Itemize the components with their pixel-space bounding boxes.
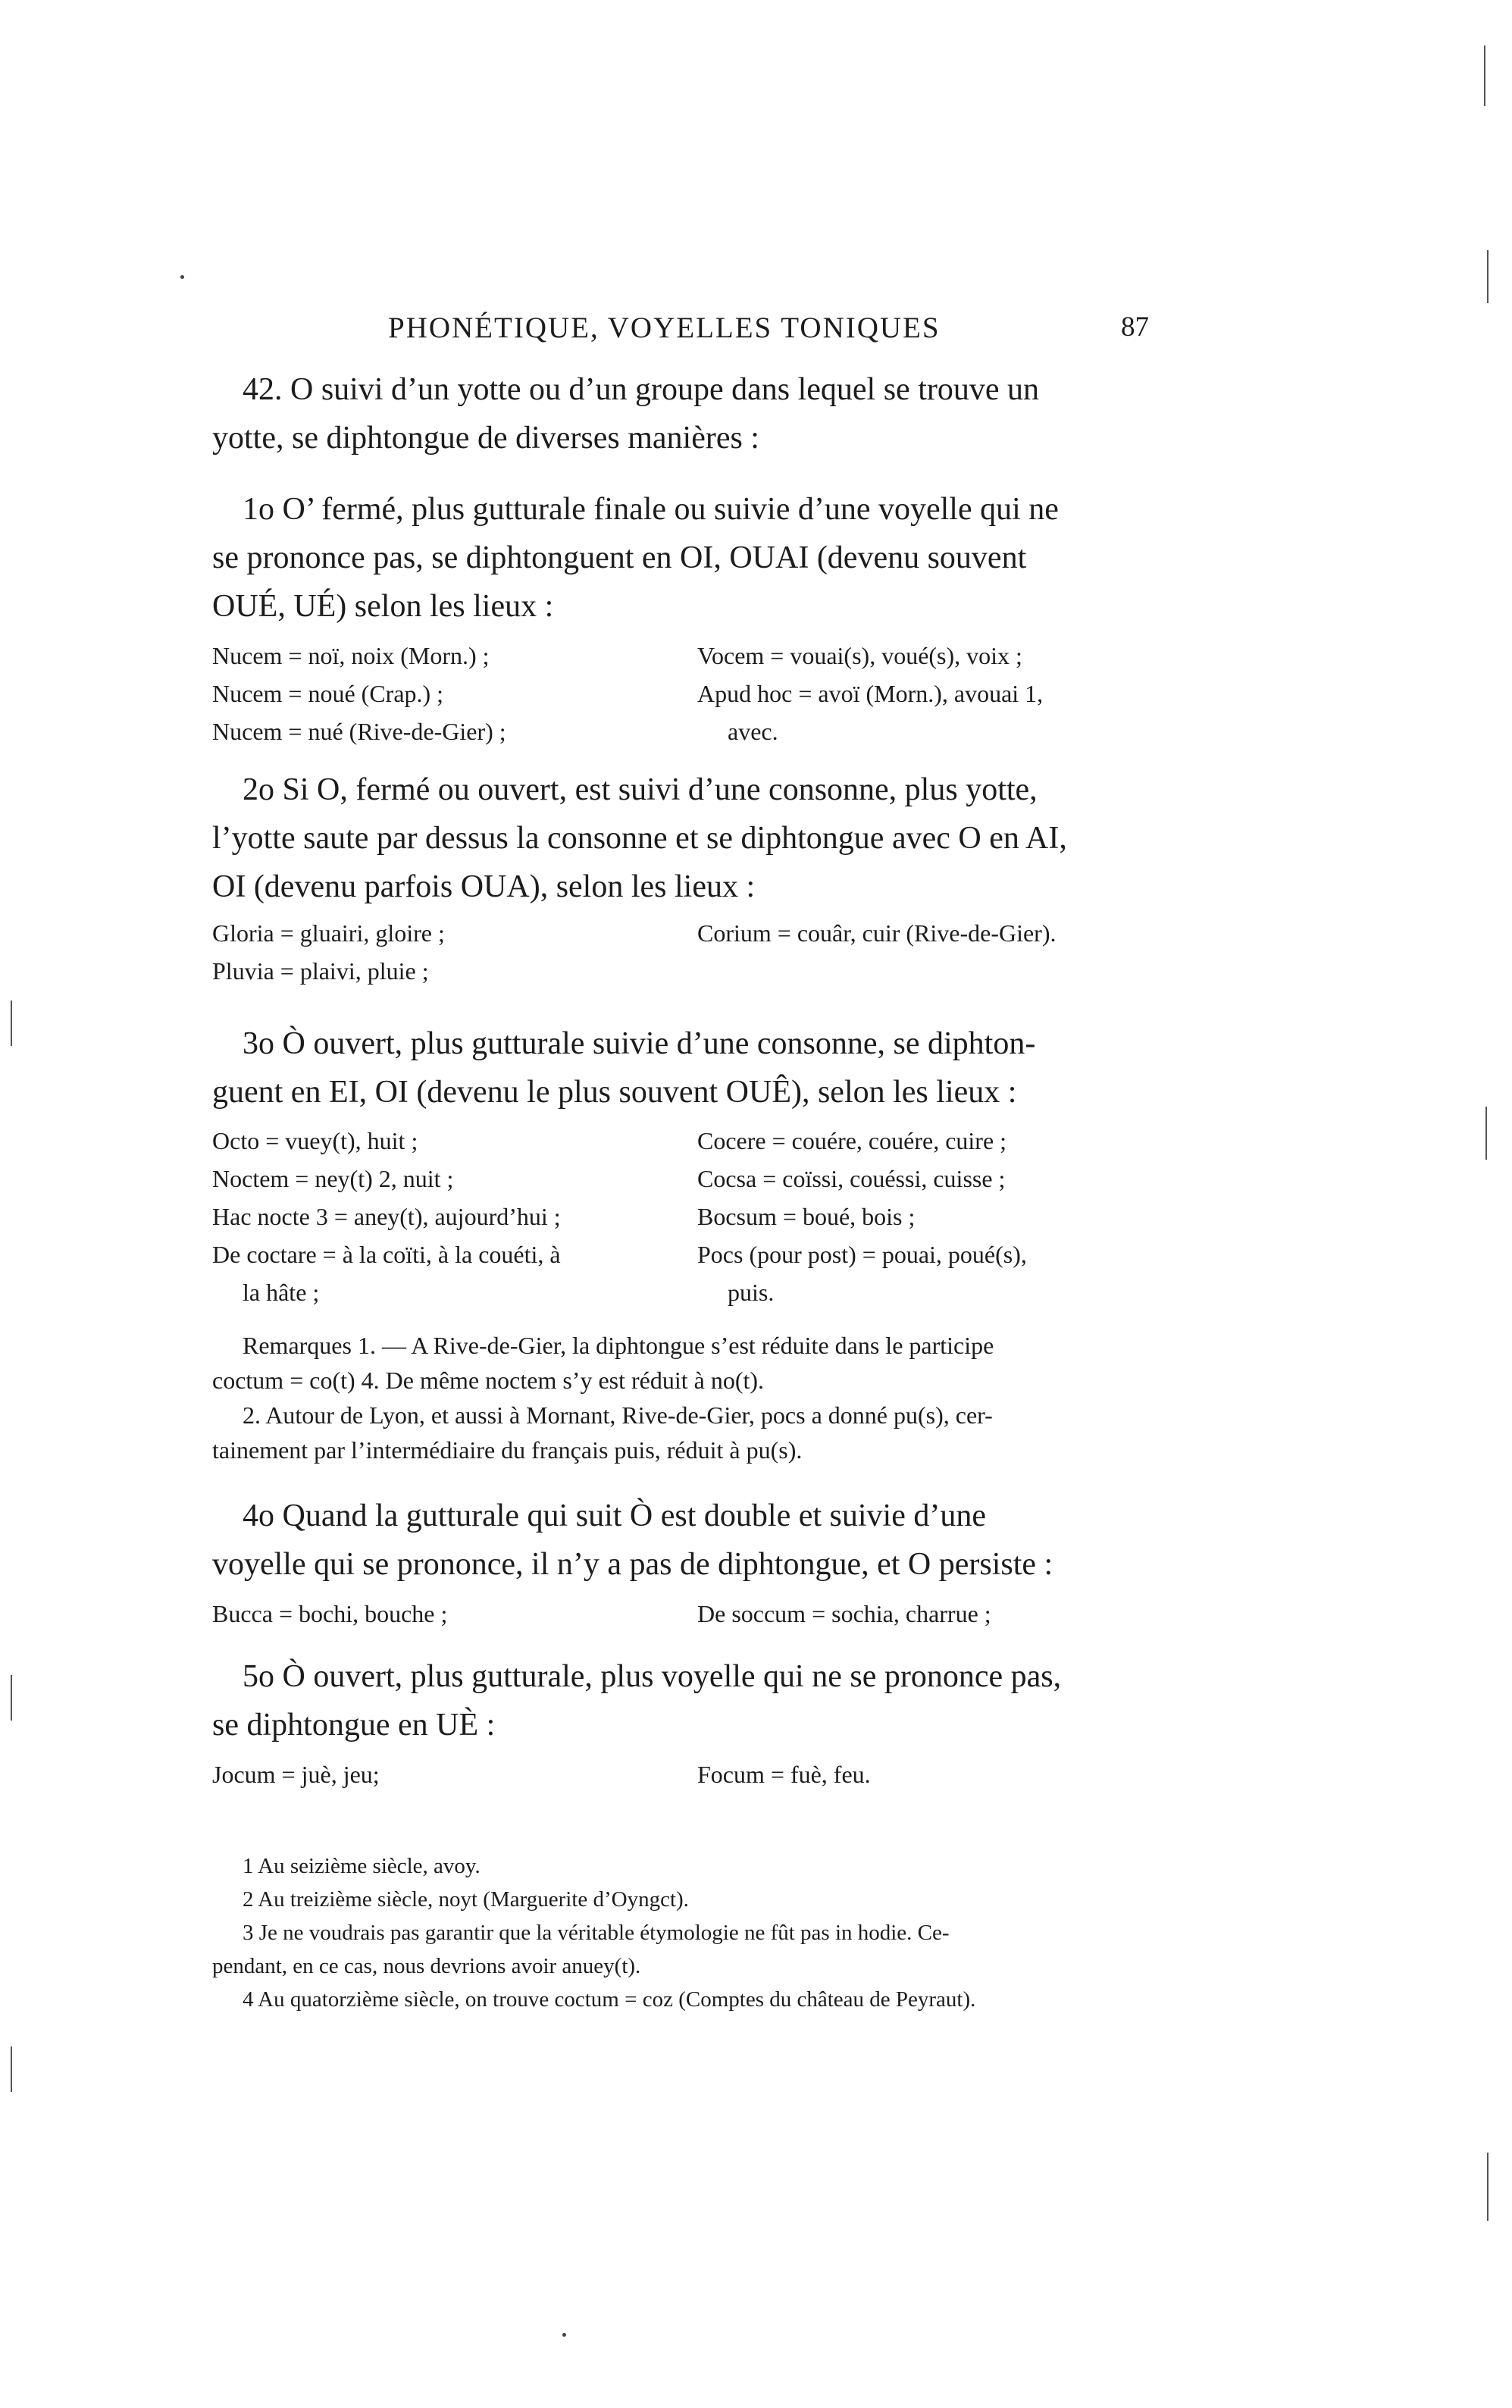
example-item: Cocere = couére, couére, cuire ;	[697, 1127, 1007, 1154]
examples-left-column	[212, 1595, 667, 1633]
rule-3-text	[212, 1019, 1149, 1116]
example-item: Hac nocte 3 = aney(t), aujourd’hui ;	[212, 1203, 561, 1230]
example-item: Apud hoc = avoï (Morn.), avouai 1,	[697, 680, 1044, 707]
scan-speck	[562, 2333, 566, 2337]
section-42-intro	[212, 365, 1149, 462]
scan-margin-mark	[11, 1675, 12, 1721]
examples-left-column	[212, 1755, 667, 1793]
examples-right-column	[697, 914, 1152, 952]
rule-4-examples	[212, 1595, 1149, 1640]
example-item: Corium = couâr, cuir (Rive-de-Gier).	[697, 919, 1057, 947]
rule-2-examples	[212, 914, 1149, 997]
examples-right-column	[697, 1595, 1152, 1633]
examples-right-column	[697, 1122, 1152, 1311]
scan-margin-mark	[1485, 1107, 1487, 1160]
scan-speck	[180, 275, 184, 279]
example-item: De coctare = à la coïti, à la couéti, à	[212, 1241, 561, 1268]
footnote: 1 Au seizième siècle, avoy.	[243, 1854, 481, 1878]
example-item: Focum = fuè, feu.	[697, 1761, 871, 1788]
remark-line: tainement par l’intermédiaire du français puis, réduit à pu(s).	[212, 1436, 803, 1464]
example-item: Noctem = ney(t) 2, nuit ;	[212, 1165, 454, 1192]
examples-right-column	[697, 637, 1152, 750]
page-header	[212, 311, 1149, 356]
running-title: PHONÉTIQUE, VOYELLES TONIQUES	[388, 312, 941, 344]
scan-margin-mark	[1487, 250, 1489, 303]
rule-4-text	[212, 1492, 1149, 1589]
examples-right-column	[697, 1755, 1152, 1793]
rule-2-text	[212, 766, 1149, 911]
footnote: 3 Je ne voudrais pas garantir que la véritable étymologie ne fût pas in hodie. Ce-	[243, 1921, 950, 1945]
example-item: Jocum = juè, jeu;	[212, 1761, 380, 1788]
text-line: voyelle qui se prononce, il n’y a pas de diphtongue, et O persiste :	[212, 1547, 1053, 1582]
example-item: Nucem = noï, noix (Morn.) ;	[212, 642, 490, 669]
example-item: Cocsa = coïssi, couéssi, cuisse ;	[697, 1165, 1006, 1192]
footnote: 4 Au quatorzième siècle, on trouve coctum = coz (Comptes du château de Peyraut).	[243, 1987, 976, 2012]
example-item: Pluvia = plaivi, pluie ;	[212, 957, 429, 985]
example-item: puis.	[728, 1279, 775, 1306]
scan-margin-mark	[11, 1000, 12, 1046]
scan-margin-mark	[11, 2046, 12, 2092]
page-number: 87	[1121, 312, 1149, 343]
text-line: 42. O suivi d’un yotte ou d’un groupe dans lequel se trouve un	[243, 372, 1039, 407]
example-item: Nucem = noué (Crap.) ;	[212, 680, 444, 707]
examples-left-column	[212, 914, 667, 990]
example-item: Nucem = nué (Rive-de-Gier) ;	[212, 718, 506, 745]
rule-1-text	[212, 485, 1149, 631]
remark-line: coctum = co(t) 4. De même noctem s’y est réduit à no(t).	[212, 1367, 765, 1394]
examples-left-column	[212, 1122, 667, 1311]
example-item: Octo = vuey(t), huit ;	[212, 1127, 418, 1154]
examples-left-column	[212, 637, 667, 750]
text-line: OI (devenu parfois OUA), selon les lieux :	[212, 869, 756, 904]
text-line: l’yotte saute par dessus la consonne et se diphtongue avec O en AI,	[212, 821, 1067, 856]
example-item: Bucca = bochi, bouche ;	[212, 1600, 448, 1627]
scan-margin-mark	[1487, 2153, 1489, 2221]
footnote: pendant, en ce cas, nous devrions avoir anuey(t).	[212, 1954, 641, 1978]
remark-line: Remarques 1. — A Rive-de-Gier, la diphtongue s’est réduite dans le participe	[243, 1332, 994, 1359]
text-line: 5o Ò ouvert, plus gutturale, plus voyelle qui ne se prononce pas,	[243, 1659, 1062, 1694]
text-line: se diphtongue en UÈ :	[212, 1708, 496, 1743]
example-item: De soccum = sochia, charrue ;	[697, 1600, 991, 1627]
footnotes	[212, 1849, 1167, 2016]
rule-5-text	[212, 1652, 1149, 1749]
text-line: OUÉ, UÉ) selon les lieux :	[212, 589, 554, 624]
text-line: 4o Quand la gutturale qui suit Ò est double et suivie d’une	[243, 1498, 986, 1533]
text-line: 1o O’ fermé, plus gutturale finale ou suivie d’une voyelle qui ne	[243, 492, 1059, 527]
example-item: Bocsum = boué, bois ;	[697, 1203, 916, 1230]
footnote: 2 Au treizième siècle, noyt (Marguerite d’Oyngct).	[243, 1887, 689, 1912]
example-item: avec.	[728, 718, 778, 745]
example-item: Vocem = vouai(s), voué(s), voix ;	[697, 642, 1022, 669]
rule-1-examples	[212, 637, 1149, 758]
example-item: la hâte ;	[243, 1279, 320, 1306]
rule-3-examples	[212, 1122, 1149, 1319]
text-line: yotte, se diphtongue de diverses manières :	[212, 421, 759, 456]
remarks-block	[212, 1328, 1149, 1467]
rule-5-examples	[212, 1755, 1149, 1801]
example-item: Gloria = gluairi, gloire ;	[212, 919, 445, 947]
remark-line: 2. Autour de Lyon, et aussi à Mornant, Rive-de-Gier, pocs a donné pu(s), cer-	[243, 1401, 993, 1429]
example-item: Pocs (pour post) = pouai, poué(s),	[697, 1241, 1027, 1268]
scan-margin-mark	[1484, 45, 1485, 106]
text-line: guent en EI, OI (devenu le plus souvent OUÊ), selon les lieux :	[212, 1075, 1017, 1110]
text-line: 3o Ò ouvert, plus gutturale suivie d’une consonne, se diphton-	[243, 1026, 1036, 1061]
text-line: se prononce pas, se diphtonguent en OI, OUAI (devenu souvent	[212, 540, 1027, 575]
text-line: 2o Si O, fermé ou ouvert, est suivi d’une consonne, plus yotte,	[243, 772, 1038, 807]
